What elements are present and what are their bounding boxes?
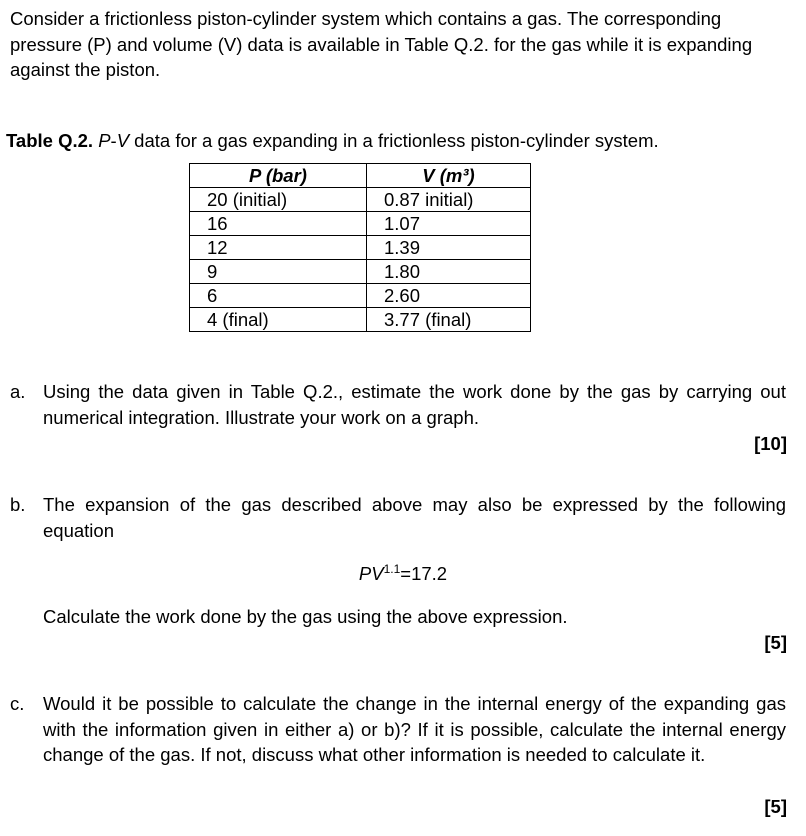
table-row (190, 260, 531, 284)
table-row (190, 188, 531, 212)
equation (0, 556, 806, 587)
cell-volume: 1.39 (367, 236, 531, 260)
table-caption-rest: data for a gas expanding in a frictionless piston-cylinder system. (129, 130, 659, 151)
table-row (190, 236, 531, 260)
question-c-text: Would it be possible to calculate the change in the internal energy of the expanding gas with the information given in either a) or b)? If it is possible, calculate the internal energy change of the gas. If not, discuss what other information is needed to calculate it. (43, 693, 786, 765)
table-row (190, 284, 531, 308)
question-b-letter: b. (10, 494, 26, 515)
pv-data-table (189, 163, 531, 332)
table-caption-dash: - (110, 130, 117, 151)
cell-volume: 0.87 initial) (367, 188, 531, 212)
question-a-letter: a. (10, 381, 26, 402)
question-a (10, 379, 786, 430)
cell-volume: 2.60 (367, 284, 531, 308)
table-row (190, 212, 531, 236)
header-pressure-var: P (249, 165, 261, 186)
header-pressure (190, 164, 367, 188)
table-caption-var-p: P (98, 130, 111, 151)
header-volume (367, 164, 531, 188)
table-header-row (190, 164, 531, 188)
intro-paragraph: Consider a frictionless piston-cylinder system which contains a gas. The corresponding pressure (P) and volume (V) data is available in Table Q.2. for the gas while it is expanding against the piston. (10, 8, 753, 80)
question-a-text: Using the data given in Table Q.2., estimate the work done by the gas by carrying out numerical integration. Illustrate your work on a graph. (43, 381, 786, 428)
cell-volume: 3.77 (final) (367, 308, 531, 332)
cell-volume: 1.80 (367, 260, 531, 284)
question-c-letter: c. (10, 693, 25, 714)
cell-pressure: 12 (190, 236, 367, 260)
header-volume-var: V (422, 165, 435, 186)
question-c-marks: [5] (764, 796, 787, 817)
question-a-marks: [10] (754, 433, 787, 454)
question-b (10, 492, 786, 543)
question-c (10, 691, 786, 768)
table-caption-label: Table Q.2. (6, 130, 94, 151)
cell-pressure: 16 (190, 212, 367, 236)
header-volume-unit: (m³) (434, 165, 475, 186)
question-b-followup: Calculate the work done by the gas using the above expression. (43, 606, 568, 627)
table-row (190, 308, 531, 332)
cell-pressure: 9 (190, 260, 367, 284)
table-caption-var-v: V (116, 130, 130, 151)
cell-pressure: 6 (190, 284, 367, 308)
question-b-text: The expansion of the gas described above may also be expressed by the following equation (43, 494, 786, 541)
cell-volume: 1.07 (367, 212, 531, 236)
cell-pressure: 4 (final) (190, 308, 367, 332)
equation-rest: =17.2 (400, 563, 448, 584)
question-b-marks: [5] (764, 632, 787, 653)
equation-exponent: 1.1 (383, 562, 401, 576)
table-caption (6, 129, 796, 153)
cell-pressure: 20 (initial) (190, 188, 367, 212)
equation-base: PV (358, 563, 384, 584)
header-pressure-unit: (bar) (260, 165, 307, 186)
